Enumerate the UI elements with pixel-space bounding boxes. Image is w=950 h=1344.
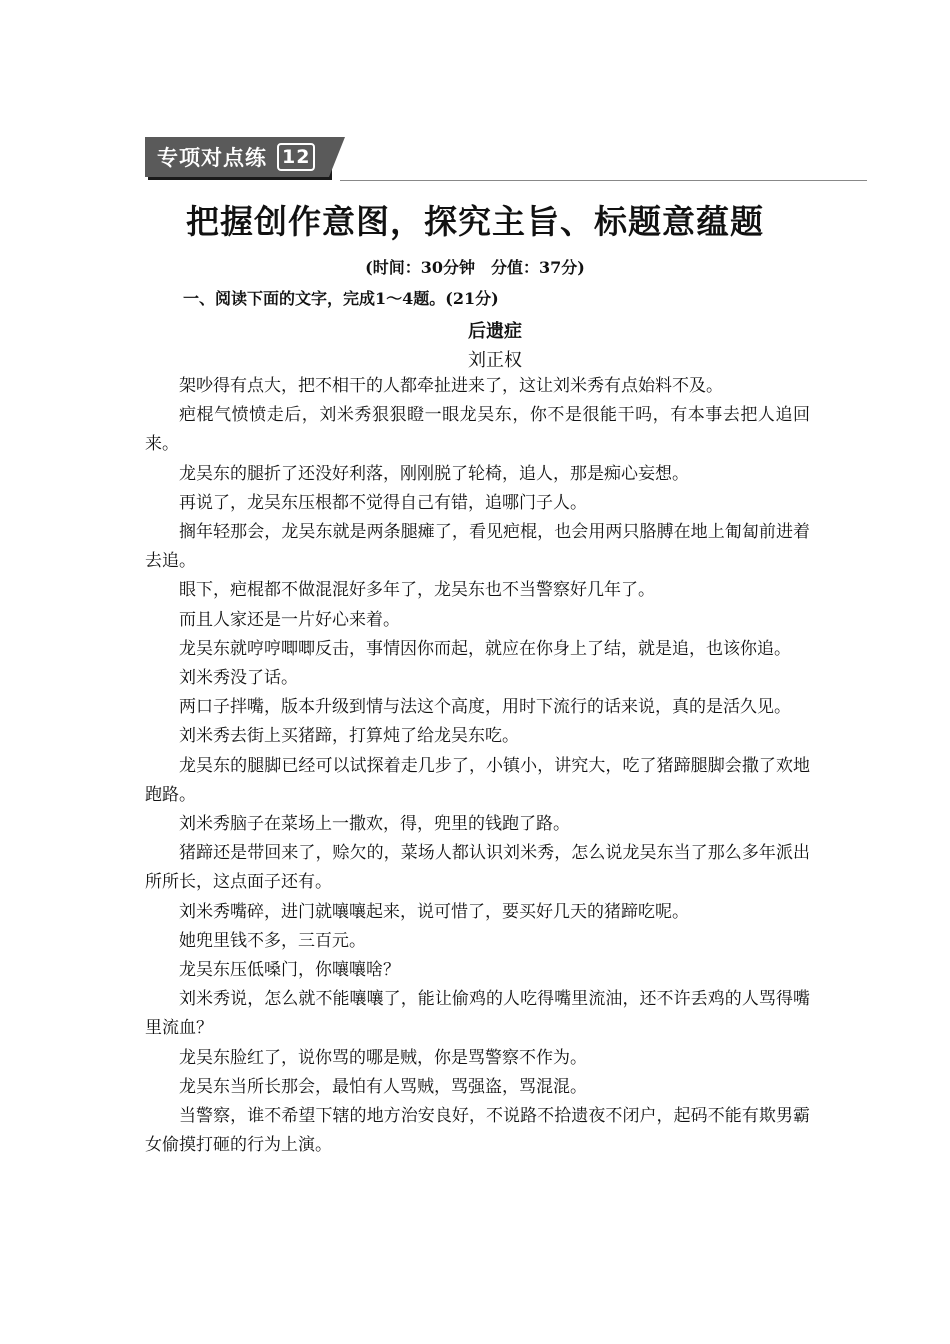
section-heading: 一、阅读下面的文字，完成1～4题。(21分) — [183, 289, 499, 308]
story-paragraph: 龙吴东压低嗓门，你嚷嚷啥？ — [179, 960, 400, 981]
story-paragraph: 两口子拌嘴，版本升级到情与法这个高度，用时下流行的话来说，真的是活久见。 — [179, 697, 791, 718]
story-paragraph: 龙吴东就哼哼唧唧反击，事情因你而起，就应在你身上了结，就是追，也该你追。 — [179, 638, 791, 659]
story-paragraph: 再说了，龙吴东压根都不觉得自己有错，追哪门子人。 — [179, 492, 587, 513]
story-paragraph: 她兜里钱不多，三百元。 — [179, 930, 366, 951]
story-paragraph: 刘米秀没了话。 — [179, 668, 298, 689]
story-paragraph: 而且人家还是一片好心来着。 — [179, 609, 400, 630]
story-paragraph: 龙吴东当所长那会，最怕有人骂贼，骂强盗，骂混混。 — [179, 1076, 587, 1097]
banner-number: 12 — [277, 143, 315, 171]
story-paragraph: 刘米秀嘴碎，进门就嚷嚷起来，说可惜了，要买好几天的猪蹄吃呢。 — [179, 901, 689, 922]
story-title: 后遗症 — [468, 321, 522, 342]
story-paragraph: 疤棍气愤愤走后，刘米秀狠狠瞪一眼龙吴东，你不是很能干吗，有本事去把人追回来。 — [145, 405, 810, 455]
story-paragraph: 刘米秀脑子在菜场上一撒欢，得，兜里的钱跑了路。 — [179, 814, 570, 835]
story-paragraph: 猪蹄还是带回来了，赊欠的，菜场人都认识刘米秀，怎么说龙吴东当了那么多年派出所所长，这点面子还有。 — [145, 843, 810, 893]
header-rule — [340, 180, 867, 181]
banner-box — [145, 137, 329, 177]
story-paragraph: 龙吴东脸红了，说你骂的哪是贼，你是骂警察不作为。 — [179, 1047, 587, 1068]
story-paragraph: 龙吴东的腿折了还没好利落，刚刚脱了轮椅，追人，那是痴心妄想。 — [179, 463, 689, 484]
score-total: 分值：37分) — [491, 258, 585, 277]
story-paragraph: 龙吴东的腿脚已经可以试探着走几步了，小镇小，讲究大，吃了猪蹄腿脚会撒了欢地跑路。 — [145, 755, 810, 805]
story-paragraph: 当警察，谁不希望下辖的地方治安良好，不说路不拾遗夜不闭户，起码不能有欺男霸女偷摸打砸的行为上演。 — [145, 1106, 810, 1156]
section-banner — [145, 133, 329, 181]
page-title: 把握创作意图，探究主旨、标题意蕴题 — [186, 202, 764, 241]
story-paragraph: 搁年轻那会，龙吴东就是两条腿瘫了，看见疤棍，也会用两只胳膊在地上匍匐前进着去追。 — [145, 522, 810, 572]
exam-meta — [0, 255, 950, 278]
story-paragraph: 眼下，疤棍都不做混混好多年了，龙吴东也不当警察好几年了。 — [179, 580, 655, 601]
story-author: 刘正权 — [468, 350, 522, 371]
banner-label: 专项对点练 — [157, 146, 267, 170]
time-limit: (时间：30分钟 — [365, 258, 475, 277]
story-paragraph: 刘米秀去街上买猪蹄，打算炖了给龙吴东吃。 — [179, 726, 519, 747]
story-paragraph: 刘米秀说，怎么就不能嚷嚷了，能让偷鸡的人吃得嘴里流油，还不许丢鸡的人骂得嘴里流血？ — [145, 989, 810, 1039]
story-body — [145, 372, 810, 1160]
story-paragraph: 架吵得有点大，把不相干的人都牵扯进来了，这让刘米秀有点始料不及。 — [179, 376, 723, 396]
